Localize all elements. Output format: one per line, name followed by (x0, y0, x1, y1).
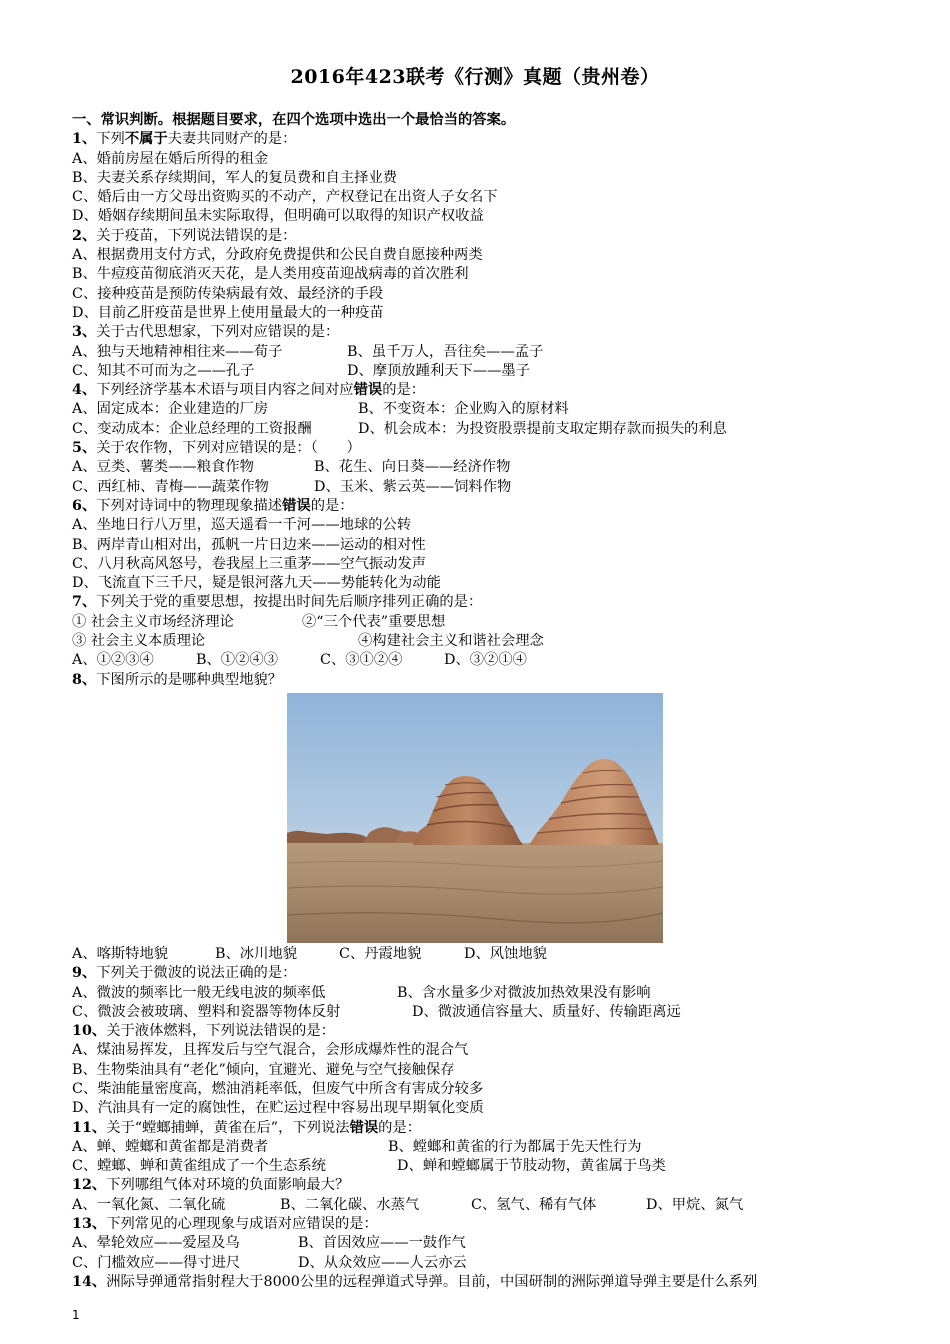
question-emphasis: 错误 (353, 382, 383, 399)
question-emphasis: 错误 (282, 497, 311, 514)
question-number: 1、 (72, 131, 97, 148)
question-emphasis: 不属于 (124, 131, 168, 148)
question-text: 关于疫苗，下列说法错误的是： (96, 227, 297, 244)
option-a: A、蝉、螳螂和黄雀都是消费者 (72, 1138, 269, 1155)
option-a: A、煤油易挥发，且挥发后与空气混合，会形成爆炸性的混合气 (72, 1042, 469, 1059)
option-row (72, 343, 882, 362)
question-text: 下列对诗词中的物理现象描述 (96, 497, 283, 514)
question-14 (72, 1273, 882, 1292)
section-heading: 一、常识判断。根据题目要求，在四个选项中选出一个最恰当的答案。 (72, 112, 516, 128)
question-text: 的是： (378, 1119, 422, 1136)
question-text: 关于“螳螂捕蝉，黄雀在后”，下列说法 (106, 1119, 350, 1136)
option-d: D、微波通信容量大、质量好、传输距离远 (412, 1003, 681, 1020)
option-row (72, 420, 882, 439)
option-d: D、汽油具有一定的腐蚀性，在贮运过程中容易出现早期氧化变质 (72, 1100, 484, 1117)
option-d: D、婚姻存续期间虽未实际取得，但明确可以取得的知识产权收益 (72, 208, 484, 225)
question-text: 下列常见的心理现象与成语对应错误的是： (106, 1216, 378, 1233)
option-d: D、玉米、紫云英——饲料作物 (314, 478, 512, 495)
option-c: C、接种疫苗是预防传染病最有效、最经济的手段 (72, 285, 384, 302)
question-text: 洲际导弹通常指射程大于8000公里的远程弹道式导弹。目前，中国研制的洲际弹道导弹主要是什么系列 (106, 1273, 758, 1290)
option-a: A、根据费用支付方式，分政府免费提供和公民自费自愿接种两类 (72, 247, 483, 264)
question-4 (72, 381, 882, 400)
option-a: A、晕轮效应——爱屋及乌 (72, 1235, 240, 1252)
item-3: ③ 社会主义本质理论 (72, 633, 206, 650)
option-b: B、冰川地貌 (215, 945, 297, 962)
question-number: 13、 (72, 1216, 107, 1233)
option-c: C、门槛效应——得寸进尺 (72, 1254, 241, 1271)
option-a: A、豆类、薯类——粮食作物 (72, 459, 254, 476)
question-1 (72, 130, 882, 149)
option-row (72, 984, 882, 1003)
option-a: A、坐地日行八万里，巡天遥看一千河——地球的公转 (72, 517, 412, 534)
question-text: 下列关于党的重要思想，按提出时间先后顺序排列正确的是： (96, 594, 483, 611)
option-row (72, 1157, 882, 1176)
option-a: A、独与天地精神相往来——荀子 (72, 343, 283, 360)
option-d: D、从众效应——人云亦云 (298, 1254, 467, 1271)
question-11 (72, 1119, 882, 1138)
option-c: C、③①②④ (320, 652, 403, 669)
question-13 (72, 1215, 882, 1234)
option-b: B、虽千万人，吾往矣——孟子 (347, 343, 544, 360)
option-c: C、八月秋高风怒号，卷我屋上三重茅——空气振动发声 (72, 555, 427, 572)
option-b: B、二氧化碳、水蒸气 (280, 1196, 420, 1213)
option-b: B、两岸青山相对出，孤帆一片日边来——运动的相对性 (72, 536, 426, 553)
option-d: D、机会成本：为投资股票提前支取定期存款而损失的利息 (358, 420, 727, 437)
option-c: C、微波会被玻璃、塑料和瓷器等物体反射 (72, 1003, 341, 1020)
page-number: 1 (72, 1308, 80, 1322)
option-b: B、牛痘疫苗彻底消灭天花，是人类用疫苗迎战病毒的首次胜利 (72, 266, 469, 283)
option-b: B、含水量多少对微波加热效果没有影响 (397, 984, 651, 1001)
question-8 (72, 671, 882, 690)
option-row (72, 362, 882, 381)
question-text: 下列 (96, 131, 125, 148)
option-b: B、不变资本：企业购入的原材料 (358, 401, 569, 418)
question-text: 下列哪组气体对环境的负面影响最大？ (106, 1177, 350, 1194)
option-d: D、目前乙肝疫苗是世界上使用量最大的一种疫苗 (72, 304, 384, 321)
option-row (72, 1234, 882, 1253)
item-4: ④构建社会主义和谐社会理念 (358, 633, 544, 650)
option-c: C、变动成本：企业总经理的工资报酬 (72, 420, 312, 437)
question-text: 下图所示的是哪种典型地貌？ (96, 671, 283, 688)
question-2 (72, 227, 882, 246)
option-b: B、花生、向日葵——经济作物 (314, 459, 511, 476)
question-12 (72, 1176, 882, 1195)
item-1: ① 社会主义市场经济理论 (72, 613, 234, 630)
option-a: A、①②③④ (72, 652, 154, 669)
question-number: 3、 (72, 324, 97, 341)
option-a: A、喀斯特地貌 (72, 945, 169, 962)
question-10 (72, 1022, 882, 1041)
option-a: A、婚前房屋在婚后所得的租金 (72, 150, 269, 167)
option-d: D、飞流直下三千尺，疑是银河落九天——势能转化为动能 (72, 575, 441, 592)
option-d: D、甲烷、氮气 (646, 1196, 744, 1213)
question-text: 夫妻共同财产的是： (167, 131, 297, 148)
question-number: 14、 (72, 1273, 107, 1290)
question-number: 6、 (72, 497, 97, 514)
option-row (72, 478, 882, 497)
option-row (72, 1196, 882, 1215)
question-number: 9、 (72, 965, 97, 982)
figure-container (72, 693, 882, 945)
option-d: D、风蚀地貌 (464, 945, 547, 962)
option-row (72, 400, 882, 419)
question-text: 下列经济学基本术语与项目内容之间对应 (96, 382, 354, 399)
item-row (72, 613, 882, 632)
question-number: 11、 (72, 1119, 107, 1136)
option-a: A、微波的频率比一般无线电波的频率低 (72, 984, 326, 1001)
option-row (72, 651, 882, 670)
question-text: 关于液体燃料，下列说法错误的是： (106, 1023, 335, 1040)
question-number: 7、 (72, 594, 97, 611)
option-c: C、螳螂、蝉和黄雀组成了一个生态系统 (72, 1158, 326, 1175)
question-text: 关于古代思想家，下列对应错误的是： (96, 324, 340, 341)
option-row (72, 1138, 882, 1157)
question-7 (72, 593, 882, 612)
question-number: 10、 (72, 1023, 107, 1040)
question-list (72, 111, 882, 1292)
question-number: 5、 (72, 440, 97, 457)
option-row (72, 1254, 882, 1273)
question-emphasis: 错误 (349, 1119, 379, 1136)
option-b: B、夫妻关系存续期间，军人的复员费和自主择业费 (72, 169, 398, 186)
option-c: C、氢气、稀有气体 (471, 1196, 597, 1213)
question-text: 的是： (310, 497, 354, 514)
option-row (72, 1003, 882, 1022)
option-c: C、西红柿、青梅——蔬菜作物 (72, 478, 269, 495)
landform-photo (287, 693, 663, 943)
option-c: C、婚后由一方父母出资购买的不动产，产权登记在出资人子女名下 (72, 189, 498, 206)
question-6 (72, 497, 882, 516)
option-c: C、柴油能量密度高，燃油消耗率低，但废气中所含有害成分较多 (72, 1080, 484, 1097)
question-number: 12、 (72, 1177, 107, 1194)
question-3 (72, 323, 882, 342)
question-5 (72, 439, 882, 458)
option-d: D、③②①④ (444, 652, 527, 669)
option-d: D、摩顶放踵利天下——墨子 (347, 362, 531, 379)
option-row (72, 458, 882, 477)
item-row (72, 632, 882, 651)
option-b: B、螳螂和黄雀的行为都属于先天性行为 (388, 1138, 642, 1155)
option-c: C、丹霞地貌 (339, 945, 422, 962)
question-9 (72, 964, 882, 983)
question-number: 4、 (72, 382, 97, 399)
question-text: 下列关于微波的说法正确的是： (96, 965, 297, 982)
option-b: B、生物柴油具有“老化”倾向，宜避光、避免与空气接触保存 (72, 1061, 455, 1078)
question-number: 2、 (72, 227, 97, 244)
option-a: A、一氧化氮、二氧化硫 (72, 1196, 226, 1213)
option-c: C、知其不可而为之——孔子 (72, 362, 255, 379)
option-a: A、固定成本：企业建造的厂房 (72, 401, 269, 418)
question-text: 关于农作物，下列对应错误的是：（ ） (96, 440, 361, 457)
option-b: B、①②④③ (196, 652, 278, 669)
question-text: 的是： (382, 382, 426, 399)
option-d: D、蝉和螳螂属于节肢动物，黄雀属于鸟类 (397, 1158, 666, 1175)
option-row (72, 945, 882, 964)
option-b: B、首因效应——一鼓作气 (298, 1235, 466, 1252)
item-2: ②“三个代表”重要思想 (302, 613, 446, 630)
question-number: 8、 (72, 671, 97, 688)
document-title: 2016年423联考《行测》真题（贵州卷） (290, 66, 660, 88)
